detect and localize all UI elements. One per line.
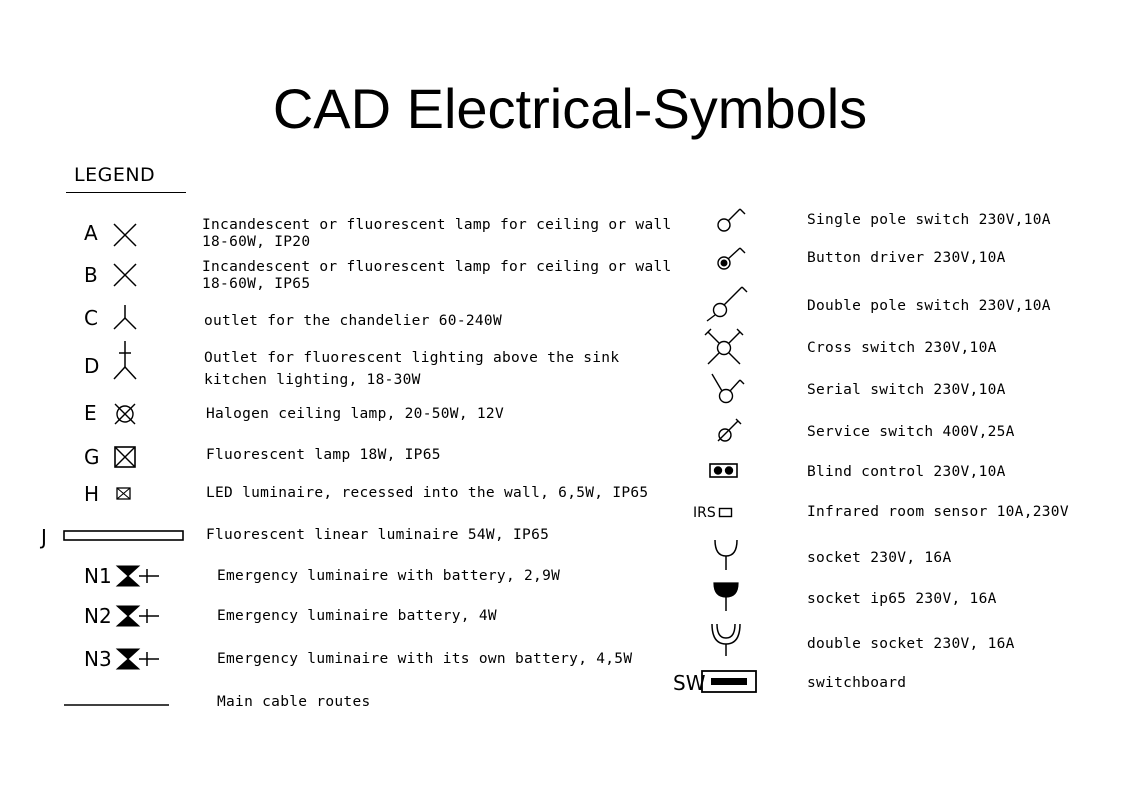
symbol-description-line: Incandescent or fluorescent lamp for ceiling or wall xyxy=(202,217,672,233)
lamp-cross-icon xyxy=(110,262,140,288)
single-pole-switch-icon xyxy=(712,204,748,234)
symbol-description-line: Double pole switch 230V,10A xyxy=(807,298,1051,314)
symbol-description-line: Cross switch 230V,10A xyxy=(807,340,997,356)
symbol-description-line: Fluorescent linear luminaire 54W, IP65 xyxy=(206,527,550,543)
symbol-code: J xyxy=(41,525,47,549)
page-title: CAD Electrical-Symbols xyxy=(272,77,868,140)
symbol-description-line: Service switch 400V,25A xyxy=(807,424,1015,440)
symbol-description-line: Emergency luminaire with its own battery, 4,5W xyxy=(217,651,633,667)
cable-route-icon xyxy=(62,702,172,708)
service-switch-icon xyxy=(714,417,744,445)
symbol-description-line: double socket 230V, 16A xyxy=(807,636,1015,652)
double-pole-switch-icon xyxy=(704,283,750,323)
symbol-code: SW xyxy=(673,671,706,695)
double-socket-icon xyxy=(709,622,743,658)
symbol-description-line: Infrared room sensor 10A,230V xyxy=(807,504,1069,520)
lamp-cross-icon xyxy=(110,222,140,248)
symbol-description-line: 18-60W, IP65 xyxy=(202,276,311,292)
serial-switch-icon xyxy=(706,370,746,408)
emergency-luminaire-icon xyxy=(114,604,162,628)
symbol-code: A xyxy=(84,221,98,245)
socket-ip65-icon xyxy=(711,580,741,614)
symbol-description-line: Serial switch 230V,10A xyxy=(807,382,1006,398)
symbol-description-line: kitchen lighting, 18-30W xyxy=(204,372,421,388)
led-luminaire-icon xyxy=(116,487,132,501)
chandelier-outlet-icon xyxy=(110,302,140,332)
symbol-code: H xyxy=(84,482,100,506)
symbol-code: C xyxy=(84,306,98,330)
symbol-description-line: Main cable routes xyxy=(217,694,371,710)
symbol-description-line: 18-60W, IP20 xyxy=(202,234,311,250)
symbol-description-line: Emergency luminaire with battery, 2,9W xyxy=(217,568,561,584)
symbol-description-line: Emergency luminaire battery, 4W xyxy=(217,608,497,624)
symbol-code: N3 xyxy=(84,647,112,671)
symbol-description-line: socket ip65 230V, 16A xyxy=(807,591,997,607)
symbol-description-line: Incandescent or fluorescent lamp for ceiling or wall xyxy=(202,259,672,275)
symbol-description-line: LED luminaire, recessed into the wall, 6,5W, IP65 xyxy=(206,485,649,501)
symbol-code: N1 xyxy=(84,564,112,588)
switchboard-icon xyxy=(700,669,758,695)
halogen-lamp-icon xyxy=(112,401,138,427)
symbol-code: N2 xyxy=(84,604,112,628)
linear-luminaire-icon xyxy=(62,529,186,543)
sink-outlet-icon xyxy=(110,339,140,383)
symbol-description-line: socket 230V, 16A xyxy=(807,550,952,566)
infrared-sensor-icon xyxy=(718,507,734,519)
symbol-code: IRS xyxy=(693,505,716,521)
symbol-description-line: Fluorescent lamp 18W, IP65 xyxy=(206,447,441,463)
symbol-description-line: switchboard xyxy=(807,675,907,691)
symbol-description-line: Outlet for fluorescent lighting above the sink xyxy=(204,350,620,366)
symbol-description-line: Blind control 230V,10A xyxy=(807,464,1006,480)
emergency-luminaire-icon xyxy=(114,647,162,671)
symbol-code: E xyxy=(84,401,97,425)
symbol-description-line: Button driver 230V,10A xyxy=(807,250,1006,266)
symbol-code: D xyxy=(84,354,100,378)
blind-control-icon xyxy=(708,462,740,480)
symbol-code: G xyxy=(84,445,100,469)
cross-switch-icon xyxy=(704,328,744,368)
button-driver-icon xyxy=(712,243,748,273)
symbol-description-line: Single pole switch 230V,10A xyxy=(807,212,1051,228)
boxed-lamp-icon xyxy=(113,445,137,469)
emergency-luminaire-icon xyxy=(114,564,162,588)
legend-heading: LEGEND xyxy=(74,164,156,186)
symbol-description-line: Halogen ceiling lamp, 20-50W, 12V xyxy=(206,406,504,422)
symbol-description-line: outlet for the chandelier 60-240W xyxy=(204,313,502,329)
socket-icon xyxy=(711,538,741,572)
symbol-code: B xyxy=(84,263,98,287)
legend-underline xyxy=(66,192,186,193)
